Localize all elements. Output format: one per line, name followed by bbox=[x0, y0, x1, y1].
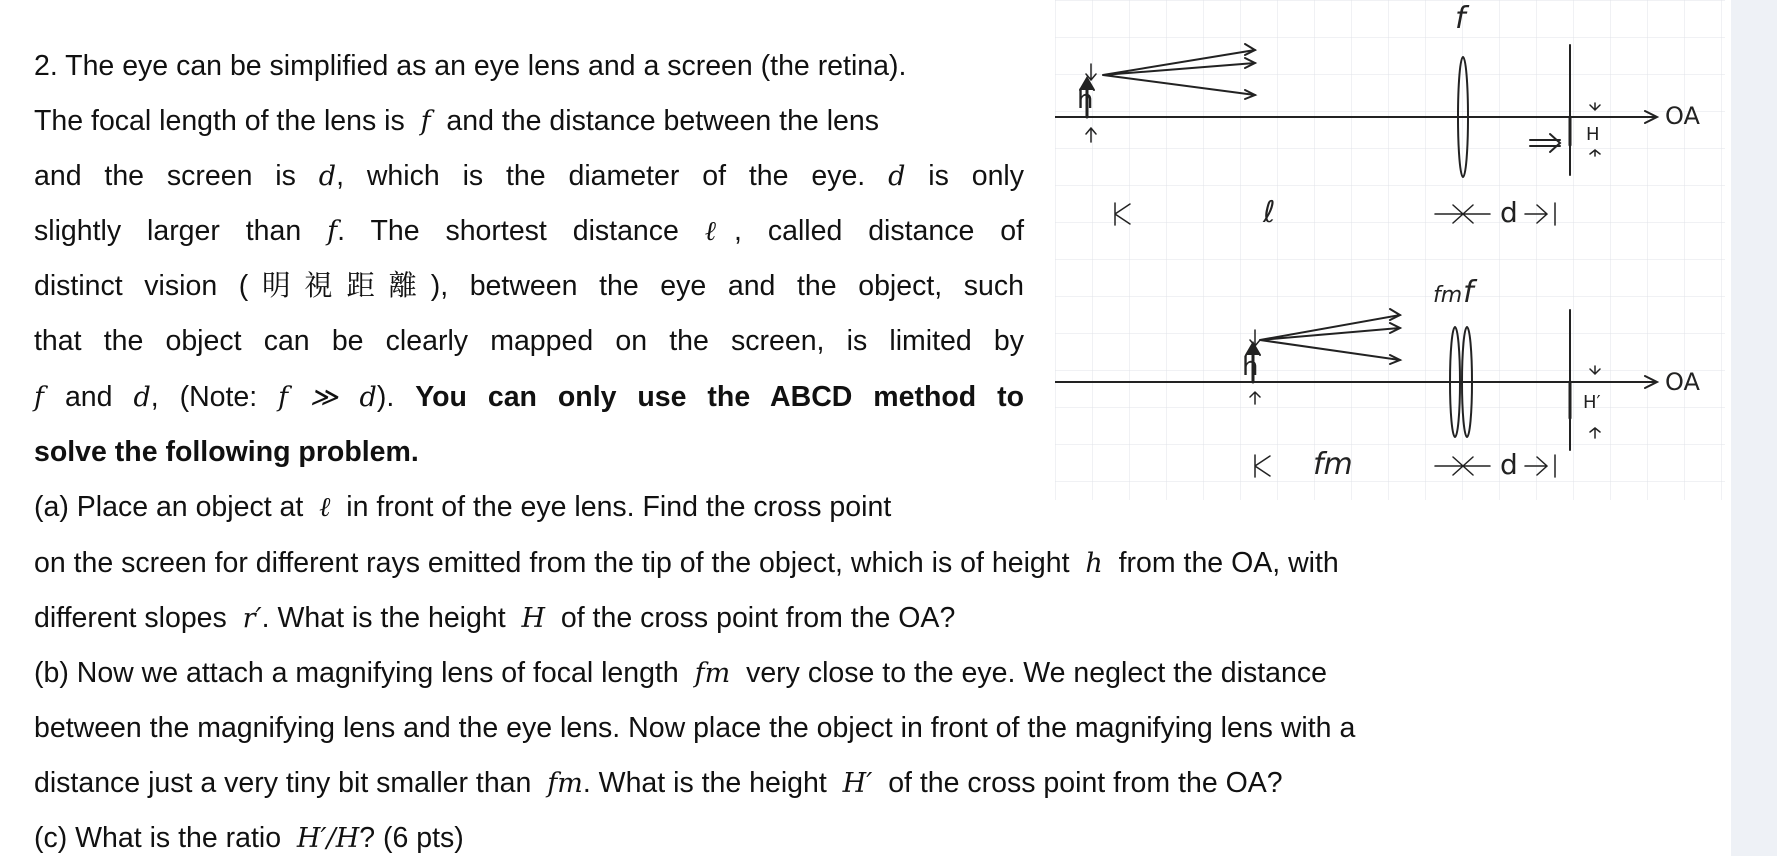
label-fm-top: fm bbox=[1433, 283, 1463, 308]
part-a-line-3: different slopes r′. What is the height H of the cross point from the OA? bbox=[34, 602, 956, 634]
part-a-line-1: (a) Place an object at ℓ in front of the eye lens. Find the cross point bbox=[34, 491, 892, 523]
label-oa-top: OA bbox=[1665, 102, 1700, 130]
line-3: and the screen is d, which is the diameter of the eye. d is only bbox=[34, 160, 1025, 192]
label-H-top: H bbox=[1586, 124, 1600, 145]
right-edge-strip bbox=[1731, 0, 1777, 856]
label-H-prime: H′ bbox=[1583, 392, 1601, 413]
line-4: slightly larger than f. The shortest distance ℓ, called distance of bbox=[34, 215, 1025, 247]
bold-instruction: You can only use the ABCD method to bbox=[415, 381, 1025, 413]
line-6: that the object can be clearly mapped on the screen, is limited by bbox=[34, 325, 1024, 357]
part-a-line-2: on the screen for different rays emitted from the tip of the object, which is of height h from the OA, with bbox=[34, 547, 1339, 579]
math-f: f bbox=[420, 106, 431, 137]
label-h-bottom: h bbox=[1242, 352, 1259, 382]
label-d-bottom: d bbox=[1500, 448, 1518, 481]
part-c-line: (c) What is the ratio H′/H? (6 pts) bbox=[34, 822, 464, 854]
label-h-top: h bbox=[1077, 85, 1094, 115]
label-f-top: f bbox=[1455, 1, 1466, 36]
label-ell: ℓ bbox=[1263, 195, 1276, 230]
part-b-line-3: distance just a very tiny bit smaller than fm. What is the height H′ of the cross point from the OA? bbox=[34, 767, 1283, 799]
optics-diagram bbox=[1055, 0, 1725, 500]
label-d-top: d bbox=[1500, 196, 1518, 229]
line-1: 2. The eye can be simplified as an eye lens and a screen (the retina). bbox=[34, 50, 907, 82]
grid-background bbox=[1055, 0, 1725, 500]
line-8: solve the following problem. bbox=[34, 436, 419, 468]
line-2: The focal length of the lens is f and the distance between the lens bbox=[34, 105, 879, 137]
line-5: distinct vision (明視距離), between the eye and the object, such bbox=[34, 270, 1024, 302]
label-oa-bottom: OA bbox=[1665, 368, 1700, 396]
part-b-line-2: between the magnifying lens and the eye lens. Now place the object in front of the magnifying lens with a bbox=[34, 712, 1356, 744]
note-math: f ≫ d bbox=[278, 382, 377, 413]
label-f-bottom: f bbox=[1463, 275, 1474, 310]
part-b-line-1: (b) Now we attach a magnifying lens of focal length fm very close to the eye. We neglect the distance bbox=[34, 657, 1327, 689]
label-fm: fm bbox=[1313, 447, 1353, 482]
line-7: f and d, (Note: f ≫ d). You can only use the ABCD method to bbox=[34, 381, 1025, 413]
